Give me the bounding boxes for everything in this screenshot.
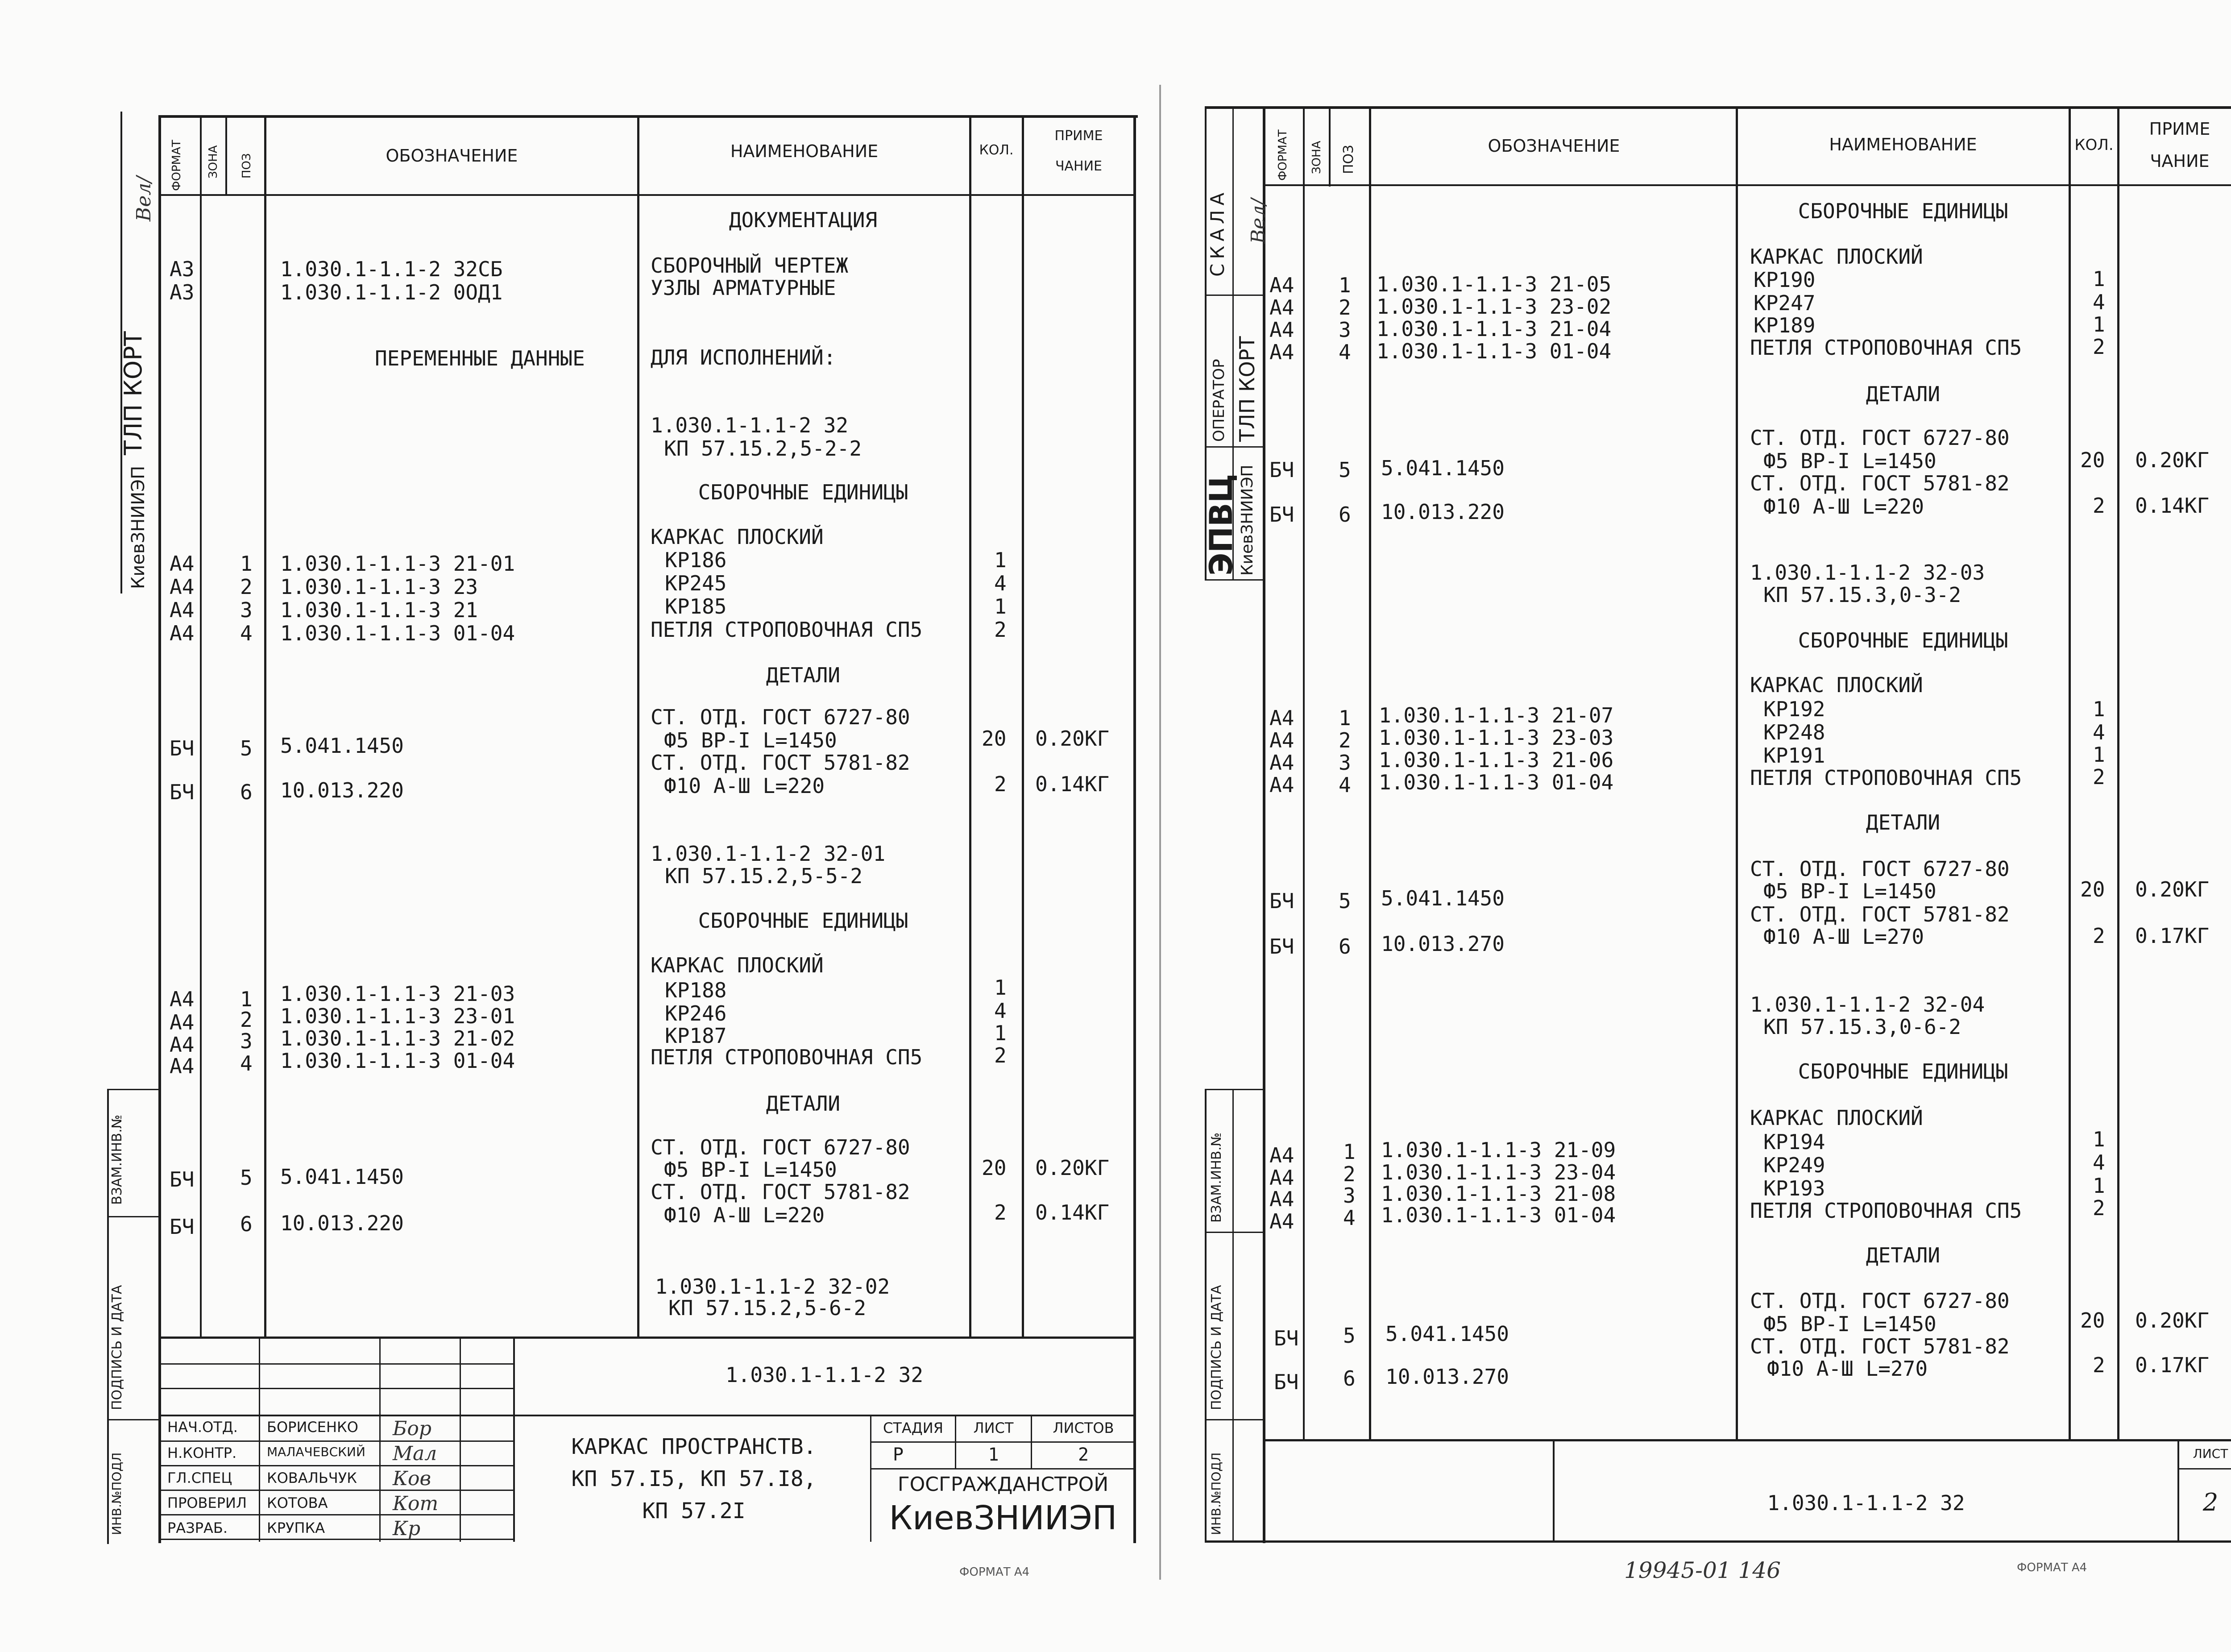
right-frame-left — [1263, 106, 1265, 1543]
right-binding-left — [1205, 1089, 1207, 1542]
right-v2-u3-fmt: А4 — [1269, 1187, 1294, 1211]
right-b0-u2-pos: 2 — [1339, 295, 1351, 320]
right-v2-p2-fmt: БЧ — [1274, 1370, 1299, 1394]
right-v2-p1-name1: СТ. ОТД. ГОСТ 6727-80 — [1750, 1289, 2010, 1313]
right-v1-u4-qty: 2 — [2093, 765, 2105, 789]
left-v1-p2-name2: Ф10 А-Ш L=220 — [664, 774, 825, 798]
tb-doc-code: 1.030.1-1.1-2 32 — [725, 1363, 924, 1387]
right-b0-u4-qty: 2 — [2093, 335, 2105, 359]
left-v2-p1-des: 5.041.1450 — [280, 1165, 404, 1189]
right-binding-mid — [1232, 1089, 1234, 1542]
left-v1-u4-pos: 4 — [240, 621, 253, 645]
left-v2-sub: КП 57.15.2,5-5-2 — [665, 864, 863, 888]
left-v1-u1-pos: 1 — [240, 552, 253, 576]
right-v1-p1-des: 5.041.1450 — [1381, 886, 1505, 910]
left-stamp-vzam: ВЗАМ.ИНВ.№ — [109, 1114, 125, 1205]
right-v1-u1-des: 1.030.1-1.1-3 21-07 — [1379, 703, 1614, 727]
right-b0-details-title: ДЕТАЛИ — [1866, 382, 1941, 406]
left-v2-p2-name2: Ф10 А-Ш L=220 — [664, 1203, 825, 1227]
right-b0-p1-qty: 20 — [2080, 448, 2105, 472]
right-b0-p2-note: 0.14КГ — [2135, 494, 2210, 518]
left-stamp-podpis: ПОДПИСЬ И ДАТА — [109, 1285, 125, 1410]
right-v2-u3-qty: 1 — [2093, 1174, 2105, 1198]
left-hdr-note1: ПРИМЕ — [1054, 128, 1103, 144]
left-v1-u4-name: ПЕТЛЯ СТРОПОВОЧНАЯ СП5 — [651, 618, 923, 642]
left-v2-u4-des: 1.030.1-1.1-3 01-04 — [280, 1049, 515, 1073]
left-v1-p2-name1: СТ. ОТД. ГОСТ 5781-82 — [651, 751, 910, 775]
right-v2-p2-name2: Ф10 А-Ш L=270 — [1767, 1357, 1928, 1381]
right-v1-p2-name2: Ф10 А-Ш L=270 — [1763, 925, 1924, 949]
right-v2-u3-des: 1.030.1-1.1-3 21-08 — [1381, 1182, 1616, 1206]
left-v1-u1-fmt: А4 — [170, 552, 195, 576]
right-v2-sub: КП 57.15.3,0-6-2 — [1763, 1015, 1961, 1039]
right-stamp-org: ЭПВЦ — [1203, 473, 1240, 576]
right-v2-details-title: ДЕТАЛИ — [1866, 1243, 1941, 1267]
right-stamp-signature: Вел/ — [1247, 198, 1270, 244]
left-v2-p2-des: 10.013.220 — [280, 1211, 404, 1235]
left-v2-u4-name: ПЕТЛЯ СТРОПОВОЧНАЯ СП5 — [651, 1045, 923, 1069]
tb-signature-3: Ков — [393, 1467, 431, 1490]
left-tail-sub: КП 57.15.2,5-6-2 — [668, 1296, 867, 1320]
left-stamp-signature: Вел/ — [133, 176, 156, 222]
left-doc1-format: А3 — [170, 257, 195, 281]
tb-org1: ГОСГРАЖДАНСТРОЙ — [897, 1473, 1109, 1496]
left-hdr-zone: ЗОНА — [207, 145, 220, 178]
left-v1-p2-des: 10.013.220 — [280, 778, 404, 802]
right-v1-u4-name: ПЕТЛЯ СТРОПОВОЧНАЯ СП5 — [1750, 766, 2022, 790]
left-v2-p2-pos: 6 — [240, 1212, 253, 1236]
right-v1-u2-qty: 4 — [2093, 720, 2105, 744]
right-v2-u2-name: КР249 — [1763, 1153, 1825, 1177]
right-v1-p2-des: 10.013.270 — [1381, 932, 1505, 956]
tb-signature-2: Мал — [393, 1442, 437, 1465]
right-v2-u2-fmt: А4 — [1269, 1166, 1294, 1190]
right-v1-u3-fmt: А4 — [1269, 751, 1294, 775]
right-footer-sheet-h — [2177, 1468, 2231, 1469]
right-v2-p2-des: 10.013.270 — [1385, 1365, 1509, 1389]
left-v1-u1-qty: 1 — [994, 548, 1007, 572]
left-v2-u3-fmt: А4 — [170, 1033, 195, 1057]
right-hdr-zone: ЗОНА — [1310, 141, 1323, 174]
right-v2-p1-name2: Ф5 ВР-I L=1450 — [1763, 1312, 1937, 1336]
left-v2-p2-fmt: БЧ — [170, 1215, 195, 1239]
right-handwritten-number: 19945-01 146 — [1624, 1557, 1781, 1583]
left-v2-u4-qty: 2 — [994, 1043, 1007, 1067]
left-hdr-name: НАИМЕНОВАНИЕ — [730, 141, 879, 161]
right-v1-p2-pos: 6 — [1339, 934, 1351, 959]
right-v2-u1-name: КР194 — [1763, 1130, 1825, 1154]
left-stamp-inv: ИНВ.№ПОДЛ — [109, 1452, 124, 1535]
tb-signature-1: Бор — [393, 1417, 431, 1440]
right-col-pos — [1369, 106, 1371, 1440]
right-v2-u4-qty: 2 — [2093, 1196, 2105, 1220]
right-b0-p1-note: 0.20КГ — [2135, 448, 2210, 472]
left-v1-p1-des: 5.041.1450 — [280, 734, 404, 758]
right-hdr-format: ФОРМАТ — [1276, 129, 1290, 181]
right-v2-p1-qty: 20 — [2080, 1308, 2105, 1332]
right-v1-p2-note: 0.17КГ — [2135, 924, 2210, 948]
right-b0-u2-fmt: А4 — [1269, 295, 1294, 320]
right-v1-u4-pos: 4 — [1339, 773, 1351, 797]
tb-sheet: 1 — [988, 1444, 999, 1465]
right-v1-u2-name: КР248 — [1763, 720, 1825, 744]
left-v2-frame: КАРКАС ПЛОСКИЙ — [651, 953, 824, 977]
right-b0-u3-fmt: А4 — [1269, 318, 1294, 342]
left-v1-p2-note: 0.14КГ — [1035, 772, 1110, 796]
right-v1-p2-name1: СТ. ОТД. ГОСТ 5781-82 — [1750, 902, 2010, 926]
right-v1-p2-fmt: БЧ — [1269, 934, 1294, 959]
right-v2-units-title: СБОРОЧНЫЕ ЕДИНИЦЫ — [1798, 1059, 2008, 1083]
right-col-fmt — [1303, 106, 1305, 1440]
right-v2-p1-note: 0.20КГ — [2135, 1308, 2210, 1332]
left-v2-u2-name: КР246 — [665, 1001, 727, 1025]
tb-title-line-3: КП 57.2I — [642, 1498, 746, 1523]
right-hdr-name: НАИМЕНОВАНИЕ — [1829, 135, 1977, 154]
left-tail-code: 1.030.1-1.1-2 32-02 — [655, 1274, 890, 1299]
left-v2-u3-des: 1.030.1-1.1-3 21-02 — [280, 1026, 515, 1050]
left-v2-u1-pos: 1 — [240, 987, 253, 1011]
left-v2-p1-note: 0.20КГ — [1035, 1156, 1110, 1180]
right-b0-u4-des: 1.030.1-1.1-3 01-04 — [1377, 339, 1612, 363]
right-v2-p2-name1: СТ. ОТД. ГОСТ 5781-82 — [1750, 1334, 2010, 1358]
right-header-bottom — [1263, 184, 2231, 186]
right-hdr-note2: ЧАНИЕ — [2150, 151, 2210, 171]
right-v1-u3-pos: 3 — [1339, 751, 1351, 775]
left-v1-u4-des: 1.030.1-1.1-3 01-04 — [280, 621, 515, 645]
left-v1-u2-pos: 2 — [240, 575, 253, 599]
right-v2-u2-des: 1.030.1-1.1-3 23-04 — [1381, 1160, 1616, 1184]
right-v1-u3-qty: 1 — [2093, 743, 2105, 767]
left-v1-p2-fmt: БЧ — [170, 780, 195, 804]
right-footer-sheet-label: ЛИСТ — [2193, 1446, 2228, 1461]
right-stamp-tlp: ТЛП КОРТ — [1235, 336, 1259, 442]
left-v1-frame: КАРКАС ПЛОСКИЙ — [651, 525, 824, 549]
left-v2-u2-des: 1.030.1-1.1-3 23-01 — [280, 1004, 515, 1028]
right-hdr-note1: ПРИМЕ — [2149, 119, 2210, 139]
right-v1-p1-pos: 5 — [1339, 889, 1351, 913]
right-v1-details-title: ДЕТАЛИ — [1866, 810, 1941, 834]
left-v1-u2-fmt: А4 — [170, 575, 195, 599]
right-stamp-podpis: ПОДПИСЬ И ДАТА — [1209, 1285, 1224, 1410]
left-stamp-org: КиевЗНИИЭП — [128, 465, 149, 589]
tb-sheet-label: ЛИСТ — [973, 1420, 1014, 1436]
left-v2-p1-name1: СТ. ОТД. ГОСТ 6727-80 — [651, 1135, 910, 1159]
right-v1-code: 1.030.1-1.1-2 32-03 — [1750, 560, 1985, 585]
right-col-name — [1736, 106, 1738, 1440]
left-v2-u3-qty: 1 — [994, 1021, 1007, 1045]
left-v2-p2-qty: 2 — [994, 1200, 1007, 1224]
right-b0-u1-name: КР190 — [1754, 268, 1816, 292]
right-stamp-h2 — [1205, 446, 1263, 448]
left-v1-code: 1.030.1-1.1-2 32 — [651, 413, 849, 437]
left-v1-u3-fmt: А4 — [170, 598, 195, 622]
left-v2-u4-fmt: А4 — [170, 1054, 195, 1078]
right-v1-frame: КАРКАС ПЛОСКИЙ — [1750, 673, 1923, 697]
left-section-variables: ПЕРЕМЕННЫЕ ДАННЫЕ — [375, 346, 585, 370]
left-v2-u2-pos: 2 — [240, 1008, 253, 1032]
right-col-qty — [2069, 106, 2071, 1440]
right-b0-u3-qty: 1 — [2093, 312, 2105, 336]
right-b0-u3-name: КР189 — [1754, 313, 1816, 337]
right-b0-p2-name2: Ф10 А-Ш L=220 — [1763, 494, 1924, 519]
left-v2-u1-name: КР188 — [665, 978, 727, 1002]
right-v2-p1-des: 5.041.1450 — [1385, 1322, 1509, 1346]
right-b0-u2-name: КР247 — [1754, 291, 1816, 315]
right-v1-sub: КП 57.15.3,0-3-2 — [1763, 583, 1961, 607]
left-v2-u3-name: КР187 — [665, 1024, 727, 1048]
tb-role-5: РАЗРАБ. — [167, 1519, 228, 1536]
right-b0-p1-pos: 5 — [1339, 458, 1351, 482]
left-v1-u3-pos: 3 — [240, 598, 253, 622]
right-v1-p1-fmt: БЧ — [1269, 889, 1294, 913]
left-hdr-note2: ЧАНИЕ — [1055, 158, 1103, 174]
right-v2-u1-pos: 1 — [1343, 1140, 1356, 1164]
right-b0-p1-name1: СТ. ОТД. ГОСТ 6727-80 — [1750, 426, 2010, 450]
right-v1-u2-des: 1.030.1-1.1-3 23-03 — [1379, 726, 1614, 750]
tb-name-3: КОВАЛЬЧУК — [267, 1469, 357, 1486]
left-v2-p1-name2: Ф5 ВР-I L=1450 — [664, 1158, 837, 1182]
left-v2-details-title: ДЕТАЛИ — [766, 1092, 841, 1116]
left-v2-u2-fmt: А4 — [170, 1010, 195, 1034]
tb-name-4: КОТОВА — [267, 1494, 328, 1511]
right-v2-p2-pos: 6 — [1343, 1366, 1356, 1391]
left-v2-p2-note: 0.14КГ — [1035, 1200, 1110, 1224]
right-v1-u2-fmt: А4 — [1269, 728, 1294, 752]
right-stamp-org-sub: КиевЗНИИЭП — [1238, 465, 1256, 576]
right-b0-u4-name: ПЕТЛЯ СТРОПОВОЧНАЯ СП5 — [1750, 336, 2022, 360]
right-v1-u4-des: 1.030.1-1.1-3 01-04 — [1379, 770, 1614, 794]
left-v2-u1-des: 1.030.1-1.1-3 21-03 — [280, 982, 515, 1006]
tb-title-line-2: КП 57.I5, КП 57.I8, — [571, 1466, 817, 1491]
left-v1-p1-qty: 20 — [982, 726, 1007, 751]
right-b0-u3-des: 1.030.1-1.1-3 21-04 — [1377, 317, 1612, 341]
left-v2-p1-fmt: БЧ — [170, 1167, 195, 1191]
right-stamp-operator: ОПЕРАТОР — [1210, 359, 1228, 442]
tb-sheets-label: ЛИСТОВ — [1053, 1420, 1114, 1436]
right-b0-units-title: СБОРОЧНЫЕ ЕДИНИЦЫ — [1798, 199, 2008, 223]
tb-stage: Р — [892, 1444, 904, 1465]
left-format-note: ФОРМАТ А4 — [959, 1565, 1030, 1579]
tb-name-2: МАЛАЧЕВСКИЙ — [267, 1444, 365, 1459]
right-v1-units-title: СБОРОЧНЫЕ ЕДИНИЦЫ — [1798, 628, 2008, 652]
right-b0-u1-des: 1.030.1-1.1-3 21-05 — [1377, 272, 1612, 296]
left-v1-u2-des: 1.030.1-1.1-3 23 — [280, 575, 478, 599]
right-footer-v1 — [1553, 1439, 1555, 1542]
right-footer-top — [1263, 1439, 2231, 1441]
left-v2-u3-pos: 3 — [240, 1029, 253, 1053]
tb-title-line-1: КАРКАС ПРОСТРАНСТВ. — [571, 1434, 817, 1459]
right-b0-u4-pos: 4 — [1339, 340, 1351, 364]
right-col-zone — [1329, 106, 1331, 187]
right-v1-u3-name: КР191 — [1763, 743, 1825, 768]
right-binding-h1 — [1205, 1089, 1263, 1090]
left-v2-u1-qty: 1 — [994, 975, 1007, 1000]
left-v1-p2-pos: 6 — [240, 780, 253, 804]
right-hdr-designation: ОБОЗНАЧЕНИЕ — [1488, 136, 1620, 156]
right-b0-p2-qty: 2 — [2093, 494, 2105, 518]
left-v1-p2-qty: 2 — [994, 772, 1007, 796]
right-v2-u4-name: ПЕТЛЯ СТРОПОВОЧНАЯ СП5 — [1750, 1199, 2022, 1223]
left-v1-sub: КП 57.15.2,5-2-2 — [664, 436, 862, 461]
right-v1-u4-fmt: А4 — [1269, 773, 1294, 797]
right-b0-p1-fmt: БЧ — [1269, 458, 1294, 482]
right-v2-u1-qty: 1 — [2093, 1127, 2105, 1151]
left-v2-code: 1.030.1-1.1-2 32-01 — [651, 842, 886, 866]
right-stamp-inv: ИНВ.№ПОДЛ — [1209, 1452, 1223, 1535]
left-v1-p1-pos: 5 — [240, 736, 253, 760]
right-footer-code: 1.030.1-1.1-2 32 — [1767, 1491, 1965, 1515]
left-v1-u4-qty: 2 — [994, 618, 1007, 642]
left-v1-p1-name1: СТ. ОТД. ГОСТ 6727-80 — [651, 705, 910, 729]
left-v1-u4-fmt: А4 — [170, 621, 195, 645]
left-v1-units-title: СБОРОЧНЫЕ ЕДИНИЦЫ — [698, 480, 908, 504]
tb-name-5: КРУПКА — [267, 1519, 325, 1536]
tb-sheets: 2 — [1078, 1444, 1089, 1465]
tb-signature-4: Кот — [393, 1492, 439, 1515]
left-v1-p1-name2: Ф5 ВР-I L=1450 — [664, 728, 837, 752]
left-v2-u1-fmt: А4 — [170, 987, 195, 1011]
right-v1-u1-fmt: А4 — [1269, 706, 1294, 730]
right-v1-p1-name2: Ф5 ВР-I L=1450 — [1763, 879, 1937, 903]
left-hdr-designation: ОБОЗНАЧЕНИЕ — [386, 146, 518, 166]
right-v2-frame: КАРКАС ПЛОСКИЙ — [1750, 1106, 1923, 1130]
right-v2-p1-fmt: БЧ — [1274, 1326, 1299, 1350]
right-format-note: ФОРМАТ А4 — [2017, 1561, 2087, 1574]
left-v1-u3-qty: 1 — [994, 594, 1007, 618]
left-stamp-tlp: ТЛП КОРТ — [119, 331, 147, 455]
right-v2-code: 1.030.1-1.1-2 32-04 — [1750, 992, 1985, 1017]
tb-org2: КиевЗНИИЭП — [889, 1499, 1117, 1537]
left-v1-details-title: ДЕТАЛИ — [766, 663, 841, 687]
left-v1-u3-des: 1.030.1-1.1-3 21 — [280, 598, 478, 622]
tb-role-2: Н.КОНТР. — [167, 1444, 237, 1461]
right-binding-h2 — [1205, 1232, 1263, 1233]
right-v1-p1-note: 0.20КГ — [2135, 877, 2210, 901]
left-v1-u3-name: КР185 — [665, 594, 727, 618]
right-b0-u1-fmt: А4 — [1269, 273, 1294, 297]
left-section-documentation: ДОКУМЕНТАЦИЯ — [729, 208, 878, 232]
right-stamp-vzam: ВЗАМ.ИНВ.№ — [1209, 1132, 1224, 1223]
right-stamp-skala: СКАЛА — [1207, 188, 1228, 277]
left-v1-u1-des: 1.030.1-1.1-3 21-01 — [280, 552, 515, 576]
right-v2-u2-qty: 4 — [2093, 1150, 2105, 1175]
right-hdr-pos: ПОЗ — [1341, 145, 1356, 174]
left-v1-u2-qty: 4 — [994, 571, 1007, 595]
left-v1-u1-name: КР186 — [665, 548, 727, 572]
right-binding-h3 — [1205, 1419, 1263, 1420]
right-b0-u2-des: 1.030.1-1.1-3 23-02 — [1377, 295, 1612, 319]
right-v1-u1-qty: 1 — [2093, 697, 2105, 721]
right-v2-p2-note: 0.17КГ — [2135, 1353, 2210, 1377]
right-b0-u1-pos: 1 — [1339, 273, 1351, 297]
tb-role-1: НАЧ.ОТД. — [167, 1419, 238, 1436]
right-b0-u2-qty: 4 — [2093, 290, 2105, 314]
right-b0-p2-des: 10.013.220 — [1381, 500, 1505, 524]
right-stamp-h1 — [1205, 295, 1263, 296]
right-frame-top — [1205, 106, 2231, 109]
left-v2-p1-pos: 5 — [240, 1166, 253, 1190]
right-v2-u4-des: 1.030.1-1.1-3 01-04 — [1381, 1203, 1616, 1227]
left-doc1-name: СБОРОЧНЫЙ ЧЕРТЕЖ — [651, 253, 849, 278]
right-hdr-qty: КОЛ. — [2074, 136, 2114, 154]
left-v2-units-title: СБОРОЧНЫЕ ЕДИНИЦЫ — [698, 909, 908, 933]
right-b0-p1-des: 5.041.1450 — [1381, 456, 1505, 480]
tb-role-3: ГЛ.СПЕЦ — [167, 1469, 232, 1486]
tb-signature-5: Кр — [393, 1517, 421, 1540]
right-b0-u3-pos: 3 — [1339, 318, 1351, 342]
right-v2-u4-pos: 4 — [1343, 1206, 1356, 1230]
left-doc1-designation: 1.030.1-1.1-2 32СБ — [280, 257, 503, 281]
left-v2-p2-name1: СТ. ОТД. ГОСТ 5781-82 — [651, 1180, 910, 1204]
right-b0-p1-name2: Ф5 ВР-I L=1450 — [1763, 449, 1937, 473]
right-b0-p2-name1: СТ. ОТД. ГОСТ 5781-82 — [1750, 471, 2010, 495]
right-b0-p2-pos: 6 — [1339, 502, 1351, 527]
left-doc2-format: А3 — [170, 280, 195, 304]
right-b0-u1-qty: 1 — [2093, 267, 2105, 291]
right-b0-frame: КАРКАС ПЛОСКИЙ — [1750, 245, 1923, 269]
right-frame-bottom — [1205, 1540, 2231, 1543]
left-hdr-format: ФОРМАТ — [170, 140, 183, 191]
left-hdr-qty: КОЛ. — [979, 142, 1014, 158]
right-v1-u2-pos: 2 — [1339, 728, 1351, 752]
left-v1-u2-name: КР245 — [665, 571, 727, 595]
right-v2-u3-pos: 3 — [1343, 1183, 1356, 1208]
right-v2-u1-des: 1.030.1-1.1-3 21-09 — [1381, 1138, 1616, 1162]
right-v2-u1-fmt: А4 — [1269, 1143, 1294, 1167]
tb-name-1: БОРИСЕНКО — [267, 1419, 358, 1436]
right-v2-u2-pos: 2 — [1343, 1162, 1356, 1186]
tb-stage-label: СТАДИЯ — [883, 1420, 943, 1436]
right-v1-u1-name: КР192 — [1763, 697, 1825, 721]
right-stamp-h3 — [1205, 579, 1263, 581]
left-v2-u4-pos: 4 — [240, 1051, 253, 1075]
left-v2-p1-qty: 20 — [982, 1156, 1007, 1180]
right-b0-p2-fmt: БЧ — [1269, 502, 1294, 527]
right-v1-u1-pos: 1 — [1339, 706, 1351, 730]
right-col-note — [2117, 106, 2119, 1440]
left-section-for-versions: ДЛЯ ИСПОЛНЕНИЙ: — [651, 345, 836, 369]
right-footer-sheet-no: 2 — [2202, 1488, 2219, 1516]
left-hdr-pos: ПОЗ — [240, 153, 253, 178]
right-v2-u3-name: КР193 — [1763, 1176, 1825, 1200]
right-v2-p1-pos: 5 — [1343, 1324, 1356, 1348]
right-b0-u4-fmt: А4 — [1269, 340, 1294, 364]
left-doc2-name: УЗЛЫ АРМАТУРНЫЕ — [651, 276, 836, 300]
left-v1-p1-note: 0.20КГ — [1035, 726, 1110, 751]
left-doc2-designation: 1.030.1-1.1-2 0ОД1 — [280, 280, 503, 304]
right-v1-u3-des: 1.030.1-1.1-3 21-06 — [1379, 748, 1614, 772]
right-v1-p1-name1: СТ. ОТД. ГОСТ 6727-80 — [1750, 857, 2010, 881]
right-v1-p2-qty: 2 — [2093, 924, 2105, 948]
left-v1-p1-fmt: БЧ — [170, 736, 195, 760]
tb-role-4: ПРОВЕРИЛ — [167, 1494, 247, 1511]
right-v2-p2-qty: 2 — [2093, 1353, 2105, 1377]
right-v1-p1-qty: 20 — [2080, 877, 2105, 901]
left-v2-u2-qty: 4 — [994, 999, 1007, 1023]
right-v2-u4-fmt: А4 — [1269, 1209, 1294, 1233]
